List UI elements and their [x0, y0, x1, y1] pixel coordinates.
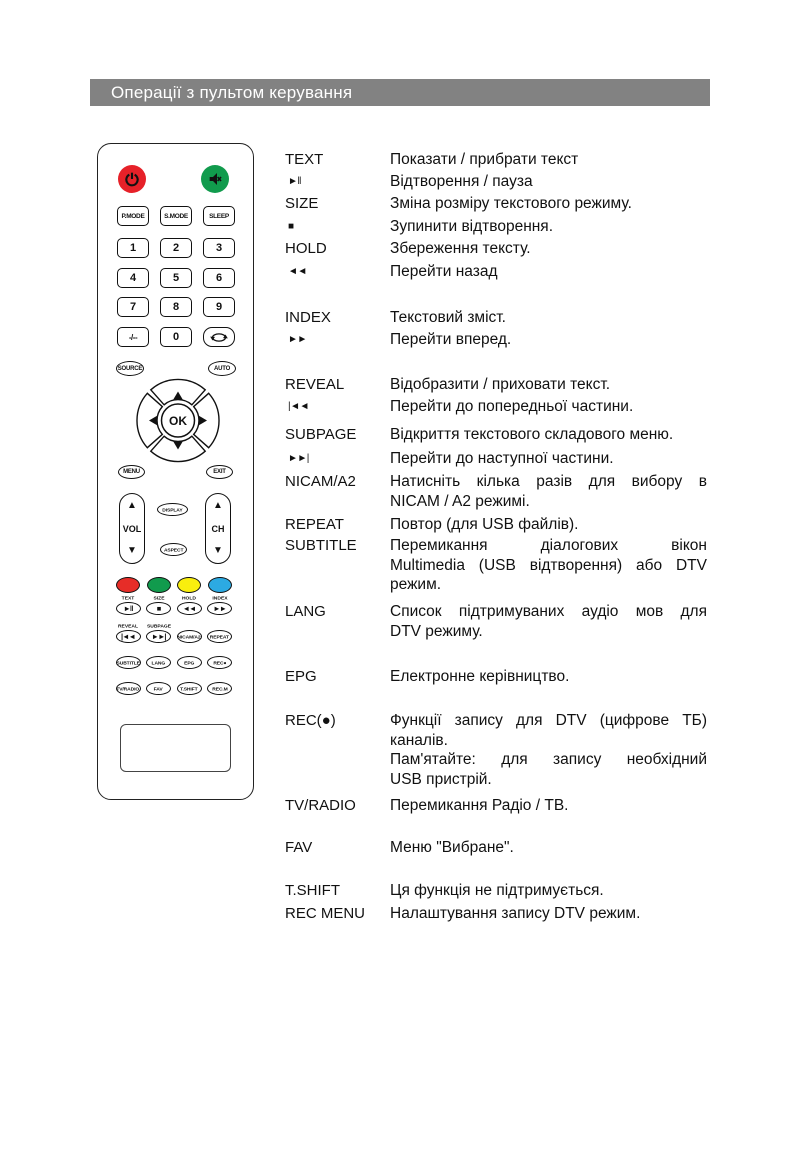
function-key-label: LANG [285, 603, 326, 620]
function-key-label: SUBPAGE [285, 426, 357, 443]
function-description [390, 150, 707, 170]
menu-label: MENU [123, 469, 140, 475]
description-line: Перейти назад [390, 263, 498, 280]
function-key-label: REVEAL [285, 376, 345, 393]
function-key-label: FAV [285, 839, 313, 856]
fast-forward-button-label: ►► [213, 604, 226, 613]
description-line: Відкриття текстового складового меню. [390, 426, 674, 443]
description-line: Перейти вперед. [390, 331, 512, 348]
section-title: Операції з пультом керування [111, 82, 353, 102]
description-line: Меню "Вибране". [390, 839, 514, 856]
subtitle-button-label: SUBTITLE [116, 659, 140, 666]
description-line: Текстовий зміст. [390, 309, 506, 326]
aspect-label: ASPECT [163, 546, 184, 553]
t-shift-button-label: T.SHIFT [180, 685, 198, 692]
rec-m-button-label: REC.M [211, 685, 228, 692]
description-line: Відтворення / пауза [390, 173, 533, 190]
remote-control [97, 143, 254, 800]
function-key-label: INDEX [285, 309, 331, 326]
t-shift-button[interactable] [177, 682, 202, 695]
function-key-label: SUBTITLE [285, 537, 357, 554]
function-description [390, 796, 707, 816]
fav-button[interactable] [146, 682, 171, 695]
function-key-label: TV/RADIO [285, 797, 356, 814]
next-chapter-button[interactable] [146, 630, 171, 643]
function-description [390, 308, 707, 328]
description-line: режим. [390, 576, 442, 593]
function-key-label: REC MENU [285, 905, 366, 922]
function-key-label: HOLD [285, 240, 327, 257]
remote-label-index: INDEX [211, 594, 228, 600]
source-label: SOURCE [117, 365, 143, 372]
remote-digit-2-button[interactable]: 2 [160, 238, 192, 258]
function-description [390, 397, 707, 417]
loop-arrows-icon [210, 332, 228, 343]
remote-digit-1-button[interactable]: 1 [117, 238, 149, 258]
remote-sleep-button[interactable]: SLEEP [203, 206, 235, 226]
function-key-label: SIZE [285, 195, 319, 212]
description-line: Показати / прибрати текст [390, 151, 579, 168]
lang-button-label: LANG [151, 659, 166, 666]
remote-digit-3-button[interactable]: 3 [203, 238, 235, 258]
next-chapter-button-label: ►►| [151, 632, 166, 641]
tv-radio-button[interactable] [116, 682, 141, 695]
function-key-label: |◄◄ [288, 401, 309, 412]
mute-speaker-icon [207, 171, 223, 187]
function-key-label: TEXT [285, 151, 324, 168]
tv-radio-button-label: TV/RADIO [116, 685, 140, 692]
description-line: Збереження тексту. [390, 240, 531, 257]
stop-button[interactable] [146, 602, 171, 615]
green-color-button[interactable] [147, 577, 171, 593]
remote-label-reveal: REVEAL [117, 622, 139, 628]
description-line: Електронне керівництво. [390, 668, 570, 685]
function-description [390, 262, 707, 282]
directional-pad [131, 378, 225, 463]
function-key-label: EPG [285, 668, 317, 685]
description-line: Список підтримуваних аудіо мов для [390, 603, 707, 620]
function-key-label: NICAM/A2 [285, 473, 356, 490]
remote-label-hold: HOLD [181, 594, 197, 600]
rewind-button[interactable] [177, 602, 202, 615]
description-line: Натисніть кілька разів для вибору в [390, 473, 707, 490]
remote-p-mode-button[interactable]: P.MODE [117, 206, 149, 226]
aspect-button[interactable] [160, 543, 187, 556]
menu-button[interactable] [118, 465, 145, 479]
rewind-button-label: ◄◄ [182, 604, 196, 613]
function-description [390, 375, 707, 395]
remote-digit-6-button[interactable]: 6 [203, 268, 235, 288]
function-list [285, 0, 709, 1162]
remote-digit-8-button[interactable]: 8 [160, 297, 192, 317]
label-window [120, 724, 231, 772]
exit-button[interactable] [206, 465, 233, 479]
function-key-label: ►►| [288, 453, 309, 464]
description-line: Перейти до попередньої частини. [390, 398, 634, 415]
function-description [390, 172, 707, 192]
fast-forward-button[interactable] [207, 602, 232, 615]
remote-digit-0-button[interactable]: 0 [160, 327, 192, 347]
remote-digit-4-button[interactable]: 4 [117, 268, 149, 288]
ch-up-icon[interactable]: ▲ [213, 500, 223, 511]
function-description [390, 881, 707, 901]
remote-label-subpage: SUBPAGE [146, 622, 171, 628]
function-description [390, 602, 707, 641]
description-line: Зупинити відтворення. [390, 218, 554, 235]
power-icon [124, 171, 140, 187]
display-button[interactable] [157, 503, 188, 516]
nicam-a2-button[interactable] [177, 630, 202, 643]
blue-color-button[interactable] [208, 577, 232, 593]
remote-label-size: SIZE [152, 594, 164, 600]
nicam-a2-button-label: NICAM/A2 [177, 633, 201, 640]
function-description [390, 711, 707, 789]
description-line: Перемикання Радіо / ТВ. [390, 797, 569, 814]
auto-button[interactable] [208, 361, 236, 376]
description-line: DTV режиму. [390, 622, 483, 640]
description-line: каналів. [390, 731, 448, 749]
function-description [390, 330, 707, 350]
display-label: DISPLAY [162, 506, 183, 513]
description-line: Функції запису для DTV (цифрове ТБ) [390, 712, 707, 729]
description-line: Налаштування запису DTV режим. [390, 905, 641, 922]
volume-rocker[interactable] [119, 493, 145, 564]
remote-digit-9-button[interactable]: 9 [203, 297, 235, 317]
auto-label: AUTO [213, 365, 231, 372]
function-description [390, 904, 707, 924]
remote-s-mode-button[interactable]: S.MODE [160, 206, 192, 226]
rec-m-button[interactable] [207, 682, 232, 695]
vol-label: VOL [122, 523, 142, 534]
play-pause-button[interactable] [116, 602, 141, 615]
subtitle-button[interactable] [116, 656, 141, 669]
function-description [390, 536, 707, 595]
description-line: Multimedia (USB відтворення) або DTV [390, 556, 707, 574]
description-line: Перемикання діалогових вікон [390, 537, 707, 554]
description-line: Перейти до наступної частини. [390, 450, 614, 467]
description-line: Зміна розміру текстового режиму. [390, 195, 632, 212]
red-color-button[interactable] [116, 577, 140, 593]
epg-button[interactable] [177, 656, 202, 669]
prev-chapter-button-label: |◄◄ [121, 632, 135, 641]
function-description [390, 515, 707, 535]
remote-dash-button[interactable]: -/-- [117, 327, 149, 347]
function-key-label: REC(●) [285, 712, 336, 729]
prev-chapter-button[interactable] [116, 630, 141, 643]
remote-digit-5-button[interactable]: 5 [160, 268, 192, 288]
ch-label: CH [211, 523, 225, 534]
function-description [390, 239, 707, 259]
function-description [390, 217, 707, 237]
vol-down-icon[interactable]: ▼ [127, 545, 137, 556]
description-line: Ця функція не підтримується. [390, 882, 604, 899]
play-pause-button-label: ►‖ [123, 604, 133, 613]
function-key-label: REPEAT [285, 516, 344, 533]
ok-label: OK [169, 414, 187, 428]
description-line: USB пристрій. [390, 770, 492, 788]
function-description [390, 449, 707, 469]
function-description [390, 472, 707, 511]
remote-label-text: TEXT [121, 594, 135, 600]
repeat-button[interactable] [207, 630, 232, 643]
function-key-label: ►► [288, 334, 307, 345]
channel-rocker[interactable] [205, 493, 231, 564]
vol-up-icon[interactable]: ▲ [127, 500, 137, 511]
function-description [390, 667, 707, 687]
function-description [390, 838, 707, 858]
rec-button[interactable] [207, 656, 232, 669]
source-button[interactable] [116, 361, 144, 376]
description-line: NICAM / A2 режимі. [390, 492, 530, 510]
function-key-label: T.SHIFT [285, 882, 340, 899]
ch-down-icon[interactable]: ▼ [213, 545, 223, 556]
function-description [390, 194, 707, 214]
stop-button-label: ■ [156, 604, 161, 613]
remote-digit-7-button[interactable]: 7 [117, 297, 149, 317]
fav-button-label: FAV [154, 685, 163, 692]
function-key-label: ■ [288, 221, 294, 232]
rec-button-label: REC● [213, 659, 227, 666]
function-key-label: ◄◄ [288, 266, 307, 277]
power-button[interactable] [118, 165, 146, 193]
repeat-button-label: REPEAT [209, 633, 230, 640]
remote-recall-button[interactable] [203, 327, 235, 347]
lang-button[interactable] [146, 656, 171, 669]
function-key-label: ►‖ [288, 176, 302, 187]
mute-button[interactable] [201, 165, 229, 193]
description-line: Відобразити / приховати текст. [390, 376, 611, 393]
description-line: Пам'ятайте: для запису необхідний [390, 751, 707, 768]
epg-button-label: EPG [183, 659, 195, 666]
yellow-color-button[interactable] [177, 577, 201, 593]
exit-label: EXIT [213, 469, 226, 475]
description-line: Повтор (для USB файлів). [390, 516, 579, 533]
function-description [390, 425, 707, 445]
